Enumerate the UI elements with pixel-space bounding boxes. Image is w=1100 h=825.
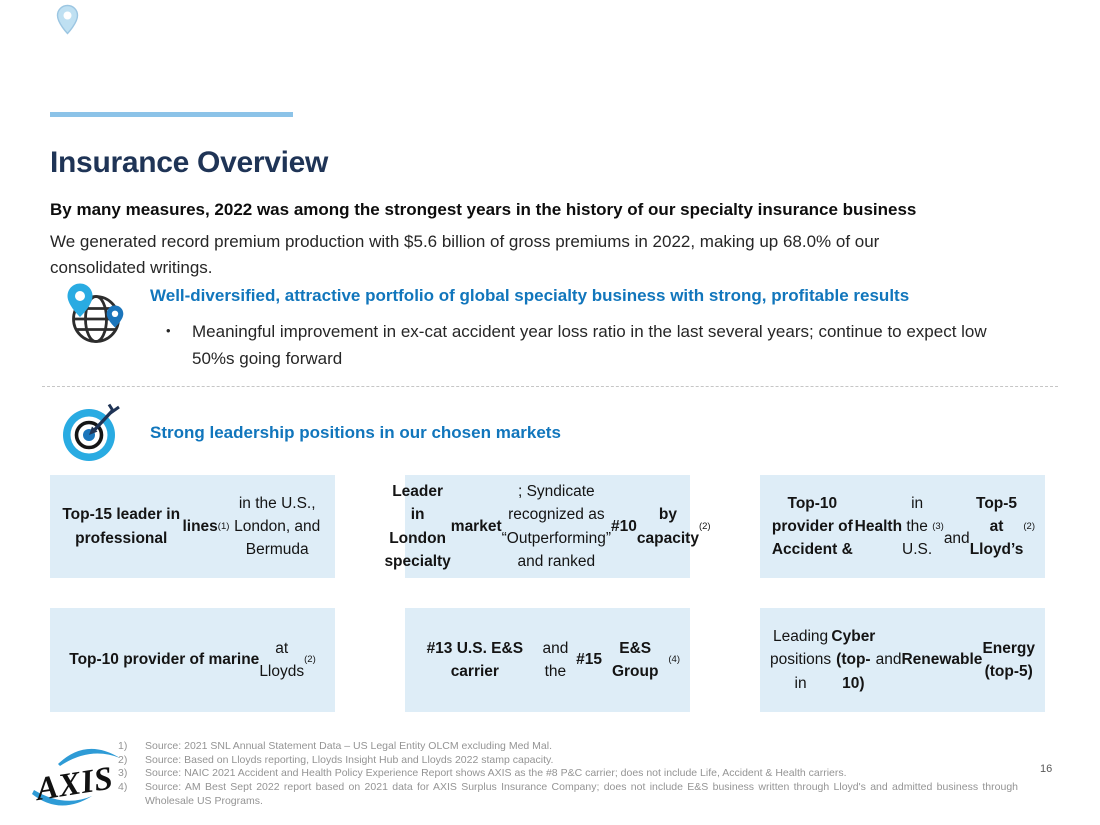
map-pin-icon bbox=[56, 4, 79, 35]
dotted-divider bbox=[42, 386, 1058, 387]
footnotes-block bbox=[118, 740, 1018, 808]
accent-line bbox=[50, 112, 293, 117]
footnote-row bbox=[118, 781, 1018, 808]
highlight-box-professional-lines: Top-15 leader in professional lines (1) in the U.S., London, and Bermuda bbox=[50, 475, 335, 578]
page-title: Insurance Overview bbox=[50, 146, 329, 179]
highlight-box-es-carrier: #13 U.S. E&S carrier and the #15 E&S Group (4) bbox=[405, 608, 690, 712]
footnote-text: Source: Based on Lloyds reporting, Lloyds Insight Hub and Lloyds 2022 stamp capacity. bbox=[145, 753, 554, 766]
target-arrow-icon bbox=[62, 403, 122, 463]
page-number: 16 bbox=[1040, 763, 1053, 775]
footnote-text: Source: 2021 SNL Annual Statement Data – US Legal Entity OLCM excluding Med Mal. bbox=[145, 740, 552, 752]
highlight-box-accident-health: Top-10 provider of Accident & Health in the U.S. (3) and Top-5 at Lloyd’s (2) bbox=[760, 475, 1045, 578]
axis-logo-text: AXIS bbox=[33, 760, 116, 809]
footnote-row bbox=[118, 740, 1018, 754]
highlight-box-london-specialty: Leader in London specialty market ; Syndicate recognized as “Outperforming” and ranked #10 by capacity (2) bbox=[405, 475, 690, 578]
bullet-item bbox=[166, 318, 1016, 372]
bullet-marker: • bbox=[166, 323, 171, 338]
axis-logo bbox=[30, 744, 122, 814]
footnote-number: 3) bbox=[118, 767, 128, 780]
footnote-number: 4) bbox=[118, 780, 128, 793]
highlight-box-marine: Top-10 provider of marine at Lloyds (2) bbox=[50, 608, 335, 712]
footnote-text: Source: AM Best Sept 2022 report based on 2021 data for AXIS Surplus Insurance Company; does not include E&S business written through Lloyd's and admitted business through Wholesale US Programs. bbox=[145, 780, 1018, 807]
globe-with-pins-icon bbox=[60, 281, 126, 347]
highlight-box-cyber-renewable: Leading positions in Cyber (top-10) and Renewable Energy (top-5) bbox=[760, 608, 1045, 712]
footnote-number: 1) bbox=[118, 740, 128, 752]
bullet-text: Meaningful improvement in ex-cat accident year loss ratio in the last several years; continue to expect low 50%s going forward bbox=[192, 322, 987, 369]
section-heading-leadership: Strong leadership positions in our chosen markets bbox=[150, 423, 561, 442]
section-heading-diversified: Well-diversified, attractive portfolio of global specialty business with strong, profitable results bbox=[150, 286, 910, 305]
footnote-row bbox=[118, 754, 1018, 768]
slide-subtitle: By many measures, 2022 was among the strongest years in the history of our specialty insurance business bbox=[50, 200, 917, 219]
intro-paragraph: We generated record premium production with $5.6 billion of gross premiums in 2022, making up 68.0% of our consolidated writings. bbox=[50, 232, 880, 278]
footnote-text: Source: NAIC 2021 Accident and Health Policy Experience Report shows AXIS as the #8 P&C carrier; does not include Life, Accident & Health carriers. bbox=[145, 767, 847, 780]
footnote-row bbox=[118, 767, 1018, 781]
footnote-number: 2) bbox=[118, 753, 128, 766]
